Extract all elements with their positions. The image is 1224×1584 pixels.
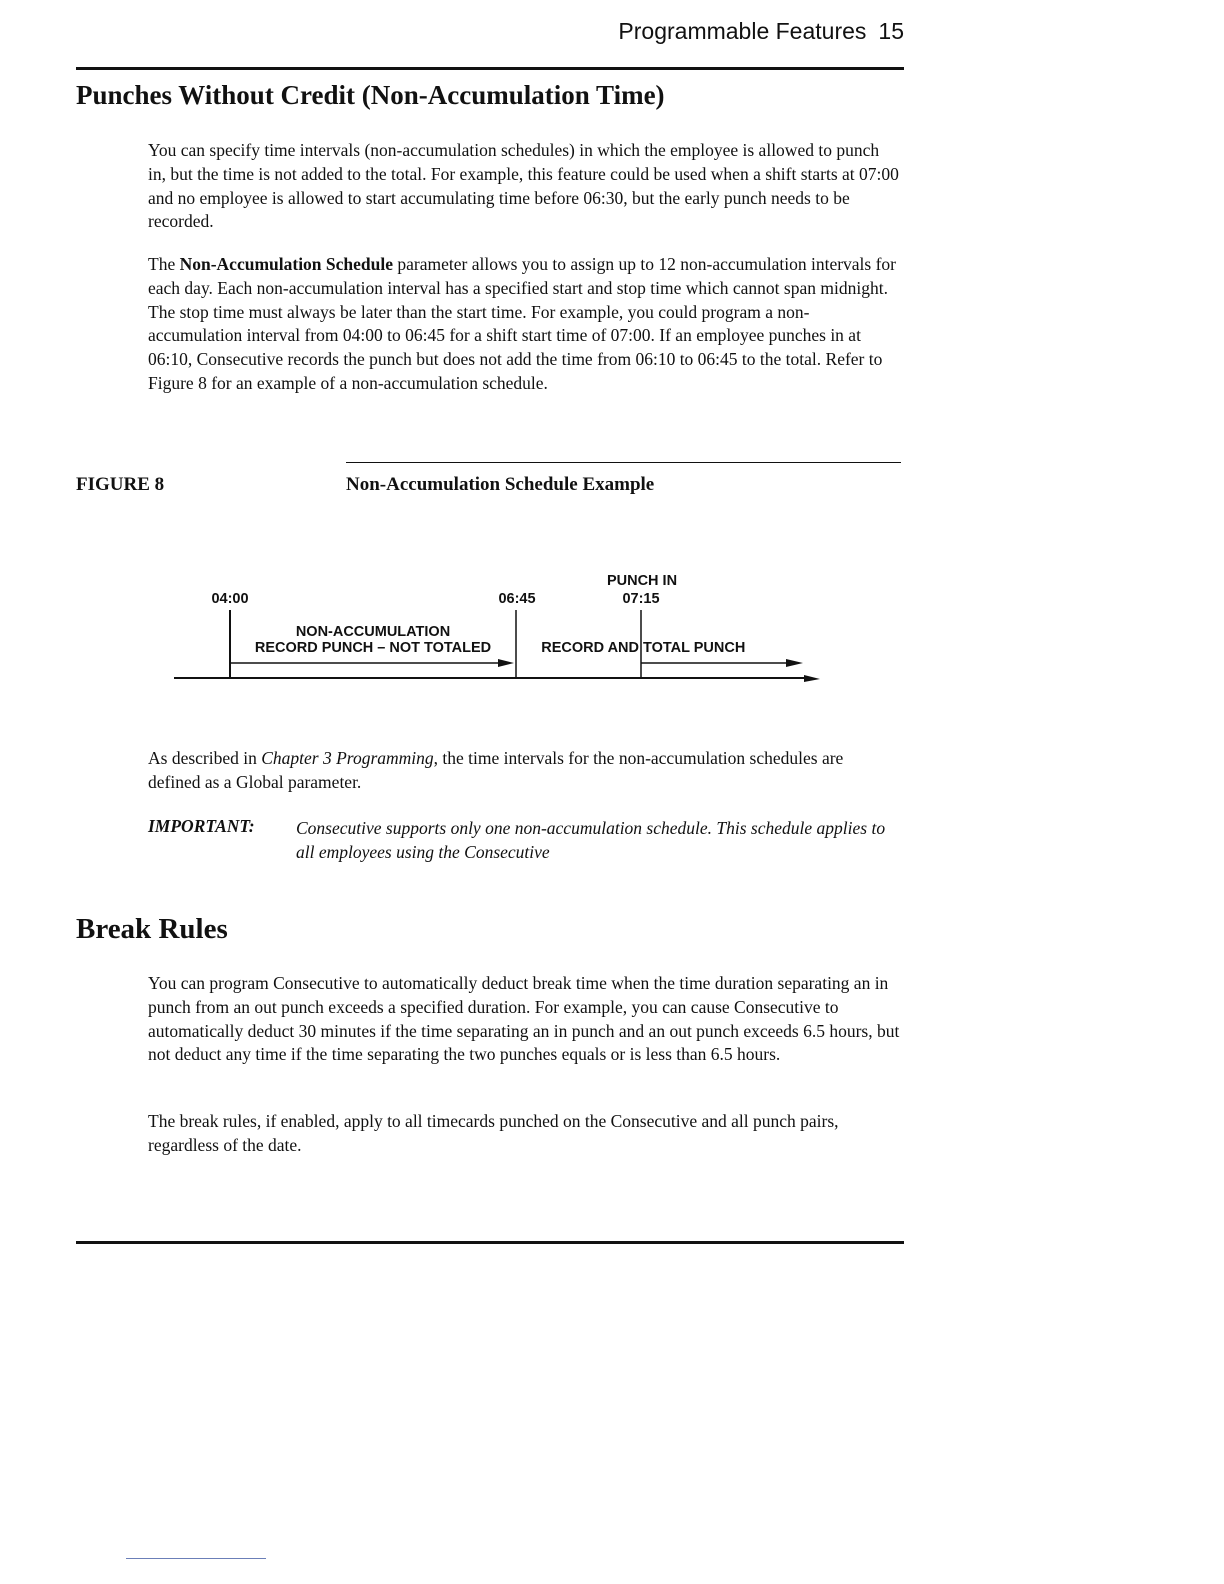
zone2-label-part2: TOTAL PUNCH bbox=[643, 640, 746, 656]
end-time-label: 06:45 bbox=[498, 591, 536, 607]
footer-rule bbox=[76, 1241, 904, 1244]
text-segment: , the time intervals for the non-accumulation schedules are defined as a Global parameter. bbox=[148, 748, 844, 792]
section-heading-punches-without-credit: Punches Without Credit (Non-Accumulation Time) bbox=[76, 80, 665, 110]
figure-label: FIGURE 8 bbox=[76, 474, 165, 495]
timeline-arrowhead bbox=[804, 675, 820, 682]
zone2-label-part1: RECORD AND bbox=[541, 640, 639, 656]
section-heading-break-rules: Break Rules bbox=[76, 913, 228, 945]
zone1-label-line1: NON-ACCUMULATION bbox=[295, 624, 451, 640]
zone2-arrowhead bbox=[786, 659, 803, 667]
zone1-label-line2: RECORD PUNCH – NOT TOTALED bbox=[254, 640, 492, 656]
non-accumulation-timeline-diagram bbox=[160, 560, 840, 700]
paragraph-non-accumulation-schedule bbox=[148, 253, 900, 396]
running-title: Programmable Features bbox=[618, 18, 867, 44]
text-segment: As described in bbox=[148, 748, 262, 768]
punch-in-label: PUNCH IN bbox=[606, 573, 678, 589]
paragraph-global-parameter bbox=[148, 747, 900, 795]
footer-mark bbox=[126, 1558, 266, 1559]
header-rule bbox=[76, 67, 904, 70]
page-number: 15 bbox=[878, 18, 904, 44]
paragraph-intro: You can specify time intervals (non-accumulation schedules) in which the employee is allowed to punch in, but the time is not added to the total. For example, this feature could be used when a shift starts at 07:00 and no employee is allowed to start accumulating time before 06:30, but the early punch needs to be recorded. bbox=[148, 140, 899, 232]
start-time-label: 04:00 bbox=[211, 591, 249, 607]
figure-rule bbox=[346, 462, 901, 463]
text-segment: The bbox=[148, 254, 180, 274]
text-segment: parameter allows you to assign up to 12 non-accumulation intervals for each day. Each non-accumulation interval has a specified start and stop time which cannot span midnight. The stop time must always be later than the start time. For example, you could program a non-accumulation interval from 04:00 to 06:45 for a shift start time of 07:00. If an employee punches in at 06:10, Consecutive records the punch but does not add the time from 06:10 to 06:45 to the total. Refer to Figure 8 for an example of a non-accumulation schedule. bbox=[148, 254, 897, 393]
figure-title: Non-Accumulation Schedule Example bbox=[346, 474, 655, 495]
punch-time-label: 07:15 bbox=[622, 591, 660, 607]
term-non-accumulation-schedule: Non-Accumulation Schedule bbox=[179, 254, 394, 274]
important-label: IMPORTANT: bbox=[148, 816, 255, 836]
zone1-arrowhead bbox=[498, 659, 514, 667]
important-note: Consecutive supports only one non-accumulation schedule. This schedule applies to all employees using the Consecutive bbox=[296, 818, 886, 862]
paragraph-break-rules-scope: The break rules, if enabled, apply to all timecards punched on the Consecutive and all punch pairs, regardless of the date. bbox=[148, 1111, 839, 1155]
running-head bbox=[618, 18, 904, 45]
paragraph-break-rules-intro: You can program Consecutive to automatically deduct break time when the time duration separating an in punch from an out punch exceeds a specified duration. For example, you can cause Consecutive to automatically deduct 30 minutes if the time separating an in punch and an out punch exceeds 6.5 hours, but not deduct any time if the time separating the two punches equals or is less than 6.5 hours. bbox=[148, 973, 900, 1065]
chapter-reference: Chapter 3 Programming bbox=[261, 748, 434, 768]
